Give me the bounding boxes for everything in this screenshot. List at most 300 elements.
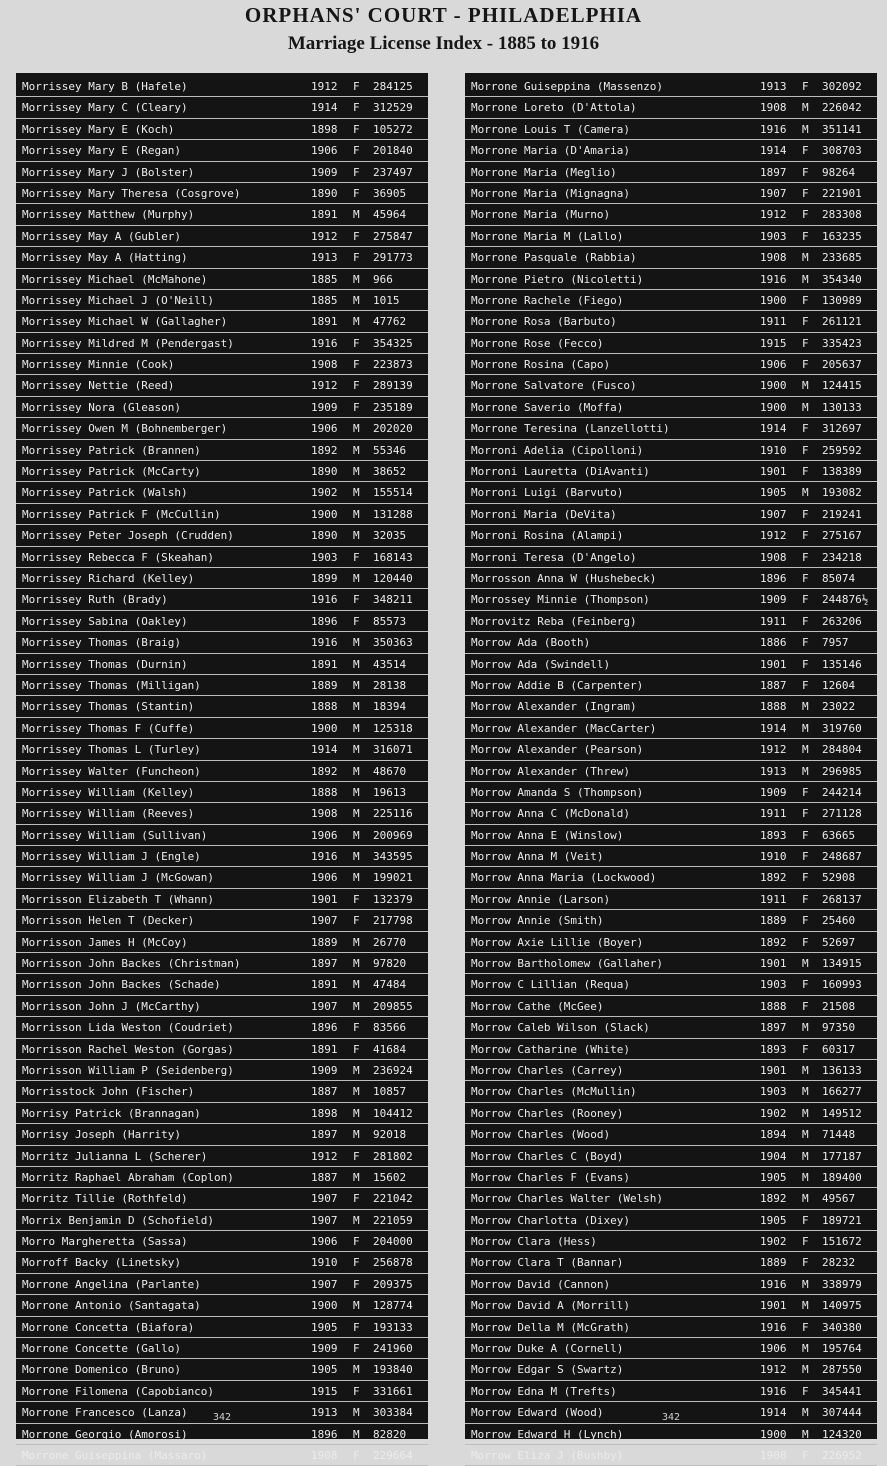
index-entry-row <box>465 825 877 846</box>
entry-sex: M <box>802 764 809 778</box>
entry-license-number: 195764 <box>822 1342 862 1356</box>
entry-year: 1906 <box>311 828 338 842</box>
left-index-column <box>16 73 428 1462</box>
entry-name: Morrow Charles (Rooney) <box>471 1106 624 1120</box>
entry-name: Morritz Raphael Abraham (Coplon) <box>22 1170 234 1184</box>
entry-license-number: 248687 <box>822 850 862 864</box>
entry-year: 1897 <box>311 957 338 971</box>
entry-sex: F <box>802 422 809 436</box>
entry-license-number: 149512 <box>822 1106 862 1120</box>
entry-name: Morrossey Minnie (Thompson) <box>471 593 650 607</box>
index-entry-row <box>16 589 428 610</box>
entry-sex: M <box>802 122 809 136</box>
entry-year: 1912 <box>311 1149 338 1163</box>
entry-year: 1888 <box>311 700 338 714</box>
right-index-list <box>465 76 877 1466</box>
entry-sex: F <box>802 315 809 329</box>
index-entry-row <box>16 1424 428 1445</box>
entry-year: 1907 <box>760 186 787 200</box>
index-entry-row <box>465 290 877 311</box>
entry-license-number: 221901 <box>822 186 862 200</box>
entry-license-number: 48670 <box>373 764 407 778</box>
entry-year: 1912 <box>311 80 338 93</box>
entry-sex: M <box>353 743 360 757</box>
entry-year: 1892 <box>311 443 338 457</box>
index-entry-row <box>465 1359 877 1380</box>
entry-year: 1916 <box>311 636 338 650</box>
index-entry-row <box>465 333 877 354</box>
entry-sex: F <box>802 871 809 885</box>
entry-name: Morrone Rachele (Fiego) <box>471 293 624 307</box>
entry-year: 1913 <box>760 764 787 778</box>
entry-name: Morrone Guiseppina (Massaro) <box>22 1449 208 1462</box>
entry-sex: F <box>802 1213 809 1227</box>
entry-sex: M <box>802 1149 809 1163</box>
entry-year: 1892 <box>760 1192 787 1206</box>
entry-year: 1891 <box>311 657 338 671</box>
entry-sex: M <box>802 1106 809 1120</box>
entry-license-number: 19613 <box>373 785 407 799</box>
entry-license-number: 189721 <box>822 1213 862 1227</box>
entry-year: 1901 <box>760 657 787 671</box>
entry-license-number: 199021 <box>373 871 413 885</box>
entry-license-number: 348211 <box>373 593 413 607</box>
entry-sex: M <box>802 1063 809 1077</box>
entry-year: 1914 <box>760 1406 787 1420</box>
entry-license-number: 97820 <box>373 957 407 971</box>
entry-license-number: 85074 <box>822 571 856 585</box>
entry-year: 1912 <box>760 208 787 222</box>
entry-name: Morrissey William (Sullivan) <box>22 828 208 842</box>
entry-license-number: 291773 <box>373 251 413 265</box>
index-entry-row <box>16 119 428 140</box>
entry-sex: M <box>802 400 809 414</box>
index-entry-row <box>16 504 428 525</box>
entry-name: Morrow Ada (Swindell) <box>471 657 611 671</box>
entry-sex: M <box>802 743 809 757</box>
entry-sex: F <box>353 914 360 928</box>
index-entry-row <box>465 354 877 375</box>
entry-name: Morrow Alexander (Threw) <box>471 764 630 778</box>
entry-license-number: 966 <box>373 272 393 286</box>
entry-name: Morrone Rosa (Barbuto) <box>471 315 617 329</box>
index-entry-row <box>465 440 877 461</box>
entry-year: 1902 <box>760 1106 787 1120</box>
entry-sex: M <box>353 871 360 885</box>
entry-license-number: 256878 <box>373 1256 413 1270</box>
entry-license-number: 209375 <box>373 1277 413 1291</box>
entry-sex: F <box>353 550 360 564</box>
entry-name: Morrissey Owen M (Bohnemberger) <box>22 422 228 436</box>
entry-sex: F <box>802 636 809 650</box>
entry-sex: M <box>353 700 360 714</box>
entry-year: 1889 <box>311 678 338 692</box>
entry-year: 1908 <box>311 358 338 372</box>
index-entry-row <box>465 1103 877 1124</box>
entry-name: Morrix Benjamin D (Schofield) <box>22 1213 215 1227</box>
entry-year: 1909 <box>311 400 338 414</box>
entry-year: 1914 <box>760 422 787 436</box>
index-entry-row <box>465 996 877 1017</box>
entry-year: 1912 <box>311 379 338 393</box>
entry-name: Morrissey Mildred M (Pendergast) <box>22 336 234 350</box>
entry-license-number: 131288 <box>373 507 413 521</box>
entry-sex: M <box>802 486 809 500</box>
entry-name: Morrissey Nora (Gleason) <box>22 400 181 414</box>
entry-year: 1885 <box>311 272 338 286</box>
entry-license-number: 160993 <box>822 978 862 992</box>
entry-sex: M <box>802 1128 809 1142</box>
entry-sex: F <box>802 1449 809 1462</box>
entry-name: Morrissey May A (Hatting) <box>22 251 188 265</box>
entry-license-number: 134915 <box>822 957 862 971</box>
entry-year: 1905 <box>760 1213 787 1227</box>
index-entry-row <box>16 183 428 204</box>
entry-name: Morroni Adelia (Cipolloni) <box>471 443 644 457</box>
entry-name: Morrow Amanda S (Thompson) <box>471 785 644 799</box>
entry-year: 1906 <box>311 144 338 158</box>
index-entry-row <box>16 547 428 568</box>
entry-name: Morrissey Patrick (Brannen) <box>22 443 201 457</box>
entry-sex: F <box>353 229 360 243</box>
entry-license-number: 130989 <box>822 293 862 307</box>
index-entry-row <box>16 97 428 118</box>
index-entry-row <box>16 1295 428 1316</box>
entry-year: 1900 <box>311 721 338 735</box>
entry-license-number: 331661 <box>373 1384 413 1398</box>
entry-license-number: 82820 <box>373 1427 407 1441</box>
entry-year: 1912 <box>760 529 787 543</box>
entry-year: 1892 <box>760 871 787 885</box>
entry-sex: F <box>353 358 360 372</box>
entry-sex: M <box>802 1299 809 1313</box>
entry-license-number: 124320 <box>822 1427 862 1441</box>
index-entry-row <box>16 162 428 183</box>
entry-license-number: 71448 <box>822 1128 856 1142</box>
entry-name: Morrosson Anna W (Hushebeck) <box>471 571 657 585</box>
index-entry-row <box>465 1167 877 1188</box>
entry-license-number: 7957 <box>822 636 849 650</box>
entry-name: Morrone Saverio (Moffa) <box>471 400 624 414</box>
index-entry-row <box>16 889 428 910</box>
index-entry-row <box>465 846 877 867</box>
index-entry-row <box>465 397 877 418</box>
entry-license-number: 83566 <box>373 1021 407 1035</box>
entry-year: 1915 <box>311 1384 338 1398</box>
entry-sex: F <box>353 251 360 265</box>
entry-name: Morrow Anna Maria (Lockwood) <box>471 871 657 885</box>
entry-year: 1909 <box>760 593 787 607</box>
entry-name: Morrisson James H (McCoy) <box>22 935 188 949</box>
entry-license-number: 200969 <box>373 828 413 842</box>
index-entry-row <box>465 1188 877 1209</box>
entry-license-number: 284125 <box>373 80 413 93</box>
index-entry-row <box>16 932 428 953</box>
entry-license-number: 138389 <box>822 465 862 479</box>
index-entry-row <box>16 632 428 653</box>
index-entry-row <box>16 782 428 803</box>
entry-sex: F <box>802 935 809 949</box>
entry-year: 1905 <box>760 486 787 500</box>
index-entry-row <box>16 996 428 1017</box>
entry-license-number: 128774 <box>373 1299 413 1313</box>
entry-year: 1898 <box>311 122 338 136</box>
index-entry-row <box>16 1103 428 1124</box>
entry-name: Morroni Maria (DeVita) <box>471 507 617 521</box>
entry-name: Morrone Domenico (Bruno) <box>22 1363 181 1377</box>
index-entry-row <box>465 418 877 439</box>
entry-license-number: 221059 <box>373 1213 413 1227</box>
index-entry-row <box>16 1017 428 1038</box>
entry-year: 1901 <box>760 465 787 479</box>
entry-sex: M <box>353 1406 360 1420</box>
entry-name: Morrow Anna E (Winslow) <box>471 828 624 842</box>
entry-license-number: 205637 <box>822 358 862 372</box>
index-entry-row <box>465 611 877 632</box>
entry-name: Morrisson Lida Weston (Coudriet) <box>22 1021 234 1035</box>
entry-license-number: 237497 <box>373 165 413 179</box>
entry-name: Morrissey Mary J (Bolster) <box>22 165 195 179</box>
entry-name: Morrone Concetta (Biafora) <box>22 1320 195 1334</box>
entry-license-number: 319760 <box>822 721 862 735</box>
index-entry-row <box>16 461 428 482</box>
entry-year: 1906 <box>760 1342 787 1356</box>
entry-license-number: 261121 <box>822 315 862 329</box>
entry-year: 1892 <box>311 764 338 778</box>
entry-sex: M <box>802 1192 809 1206</box>
entry-name: Morritz Tillie (Rothfeld) <box>22 1192 188 1206</box>
entry-name: Morrow David A (Morrill) <box>471 1299 630 1313</box>
entry-license-number: 226952 <box>822 1449 862 1462</box>
entry-name: Morrone Maria (Murno) <box>471 208 611 222</box>
entry-name: Morro Margheretta (Sassa) <box>22 1235 188 1249</box>
entry-year: 1900 <box>760 1427 787 1441</box>
entry-name: Morrow Anna C (McDonald) <box>471 807 630 821</box>
entry-year: 1888 <box>760 700 787 714</box>
entry-year: 1907 <box>311 1192 338 1206</box>
entry-year: 1909 <box>311 165 338 179</box>
entry-year: 1910 <box>760 443 787 457</box>
entry-name: Morrissey Michael (McMahone) <box>22 272 208 286</box>
entry-year: 1909 <box>311 1063 338 1077</box>
entry-year: 1916 <box>760 1320 787 1334</box>
entry-sex: M <box>353 1106 360 1120</box>
entry-sex: M <box>802 700 809 714</box>
entry-year: 1913 <box>311 1406 338 1420</box>
entry-name: Morrovitz Reba (Feinberg) <box>471 614 637 628</box>
entry-license-number: 85573 <box>373 614 407 628</box>
entry-year: 1916 <box>760 1277 787 1291</box>
entry-name: Morrone Guiseppina (Massenzo) <box>471 80 664 93</box>
entry-license-number: 25460 <box>822 914 856 928</box>
entry-sex: F <box>353 80 360 93</box>
entry-license-number: 45964 <box>373 208 407 222</box>
entry-year: 1888 <box>311 785 338 799</box>
entry-year: 1906 <box>760 358 787 372</box>
index-entry-row <box>465 1252 877 1273</box>
index-entry-row <box>16 204 428 225</box>
entry-license-number: 233685 <box>822 251 862 265</box>
entry-year: 1908 <box>760 550 787 564</box>
entry-name: Morrisstock John (Fischer) <box>22 1085 195 1099</box>
entry-license-number: 234218 <box>822 550 862 564</box>
entry-sex: F <box>353 400 360 414</box>
index-entry-row <box>16 76 428 97</box>
entry-license-number: 209855 <box>373 999 413 1013</box>
index-entry-row <box>16 482 428 503</box>
index-entry-row <box>16 910 428 931</box>
entry-sex: M <box>353 1128 360 1142</box>
entry-name: Morrone Pasquale (Rabbia) <box>471 251 637 265</box>
entry-sex: F <box>802 443 809 457</box>
entry-year: 1916 <box>760 1384 787 1398</box>
entry-name: Morrow Caleb Wilson (Slack) <box>471 1021 650 1035</box>
entry-name: Morrisson John Backes (Schade) <box>22 978 221 992</box>
index-entry-row <box>465 1060 877 1081</box>
entry-sex: M <box>802 1342 809 1356</box>
entry-year: 1887 <box>311 1085 338 1099</box>
entry-sex: F <box>353 1256 360 1270</box>
entry-name: Morrissey Patrick (McCarty) <box>22 465 201 479</box>
entry-year: 1911 <box>760 315 787 329</box>
entry-name: Morrow Clara T (Bannar) <box>471 1256 624 1270</box>
entry-name: Morrissey Thomas (Milligan) <box>22 678 201 692</box>
entry-license-number: 36905 <box>373 186 407 200</box>
entry-name: Morrisson John J (McCarthy) <box>22 999 201 1013</box>
entry-year: 1906 <box>311 422 338 436</box>
entry-sex: F <box>802 593 809 607</box>
entry-license-number: 163235 <box>822 229 862 243</box>
entry-license-number: 15602 <box>373 1170 407 1184</box>
entry-sex: M <box>802 957 809 971</box>
index-entry-row <box>16 974 428 995</box>
right-page-number: 342 <box>661 1412 681 1423</box>
entry-sex: F <box>353 1384 360 1398</box>
entry-year: 1890 <box>311 465 338 479</box>
entry-year: 1914 <box>311 101 338 115</box>
index-entry-row <box>16 953 428 974</box>
entry-sex: F <box>353 1149 360 1163</box>
entry-sex: M <box>353 272 360 286</box>
entry-year: 1915 <box>760 336 787 350</box>
index-entry-row <box>465 226 877 247</box>
entry-name: Morrissey Matthew (Murphy) <box>22 208 195 222</box>
entry-year: 1889 <box>760 914 787 928</box>
entry-sex: M <box>353 315 360 329</box>
index-entry-row <box>16 718 428 739</box>
entry-year: 1901 <box>760 1299 787 1313</box>
entry-sex: M <box>353 1085 360 1099</box>
entry-year: 1886 <box>760 636 787 650</box>
entry-sex: F <box>802 999 809 1013</box>
entry-license-number: 23022 <box>822 700 856 714</box>
entry-sex: F <box>353 1235 360 1249</box>
entry-year: 1897 <box>760 1021 787 1035</box>
entry-sex: F <box>353 1449 360 1462</box>
entry-license-number: 283308 <box>822 208 862 222</box>
index-entry-row <box>465 1081 877 1102</box>
index-entry-row <box>16 1252 428 1273</box>
entry-year: 1891 <box>311 208 338 222</box>
entry-year: 1907 <box>311 999 338 1013</box>
index-entry-row <box>16 654 428 675</box>
entry-license-number: 241960 <box>373 1342 413 1356</box>
index-entry-row <box>465 76 877 97</box>
entry-name: Morrissey Thomas (Stantin) <box>22 700 195 714</box>
entry-license-number: 193133 <box>373 1320 413 1334</box>
index-entry-row <box>465 867 877 888</box>
entry-year: 1916 <box>760 122 787 136</box>
entry-license-number: 104412 <box>373 1106 413 1120</box>
entry-name: Morrissey Nettie (Reed) <box>22 379 175 393</box>
entry-sex: M <box>802 379 809 393</box>
entry-name: Morroni Lauretta (DiAvanti) <box>471 465 650 479</box>
entry-sex: F <box>802 1235 809 1249</box>
entry-year: 1916 <box>311 336 338 350</box>
index-entry-row <box>16 1381 428 1402</box>
entry-name: Morrissey Michael W (Gallagher) <box>22 315 228 329</box>
entry-year: 1908 <box>311 807 338 821</box>
index-entry-row <box>16 1188 428 1209</box>
entry-sex: M <box>353 721 360 735</box>
entry-sex: M <box>802 721 809 735</box>
entry-sex: F <box>353 1042 360 1056</box>
entry-license-number: 350363 <box>373 636 413 650</box>
entry-name: Morrissey Rebecca F (Skeahan) <box>22 550 215 564</box>
index-entry-row <box>465 568 877 589</box>
index-entry-row <box>16 825 428 846</box>
entry-sex: F <box>802 1384 809 1398</box>
entry-sex: F <box>802 1320 809 1334</box>
entry-name: Morroni Teresa (D'Angelo) <box>471 550 637 564</box>
index-entry-row <box>465 889 877 910</box>
entry-license-number: 155514 <box>373 486 413 500</box>
entry-sex: M <box>353 422 360 436</box>
index-entry-row <box>465 953 877 974</box>
entry-name: Morroni Rosina (Alampi) <box>471 529 624 543</box>
entry-year: 1903 <box>760 229 787 243</box>
entry-sex: M <box>353 1213 360 1227</box>
entry-license-number: 28138 <box>373 678 407 692</box>
entry-sex: F <box>802 465 809 479</box>
entry-license-number: 193082 <box>822 486 862 500</box>
entry-sex: F <box>802 1042 809 1056</box>
entry-license-number: 63665 <box>822 828 856 842</box>
entry-license-number: 263206 <box>822 614 862 628</box>
entry-sex: F <box>802 978 809 992</box>
index-entry-row <box>465 504 877 525</box>
entry-year: 1885 <box>311 293 338 307</box>
entry-name: Morrisson Rachel Weston (Gorgas) <box>22 1042 234 1056</box>
entry-license-number: 221042 <box>373 1192 413 1206</box>
entry-sex: M <box>353 1170 360 1184</box>
entry-name: Morrone Francesco (Lanza) <box>22 1406 188 1420</box>
entry-year: 1887 <box>311 1170 338 1184</box>
entry-name: Morrissey William (Reeves) <box>22 807 195 821</box>
entry-year: 1908 <box>760 1449 787 1462</box>
entry-sex: F <box>802 80 809 93</box>
index-entry-row <box>16 140 428 161</box>
entry-name: Morrow Addie B (Carpenter) <box>471 678 644 692</box>
index-entry-row <box>16 1146 428 1167</box>
entry-sex: F <box>353 614 360 628</box>
entry-license-number: 312697 <box>822 422 862 436</box>
entry-name: Morrisson William P (Seidenberg) <box>22 1063 234 1077</box>
entry-name: Morrissey Patrick F (McCullin) <box>22 507 221 521</box>
entry-license-number: 18394 <box>373 700 407 714</box>
index-entry-row <box>465 974 877 995</box>
entry-name: Morrissey Mary E (Koch) <box>22 122 175 136</box>
